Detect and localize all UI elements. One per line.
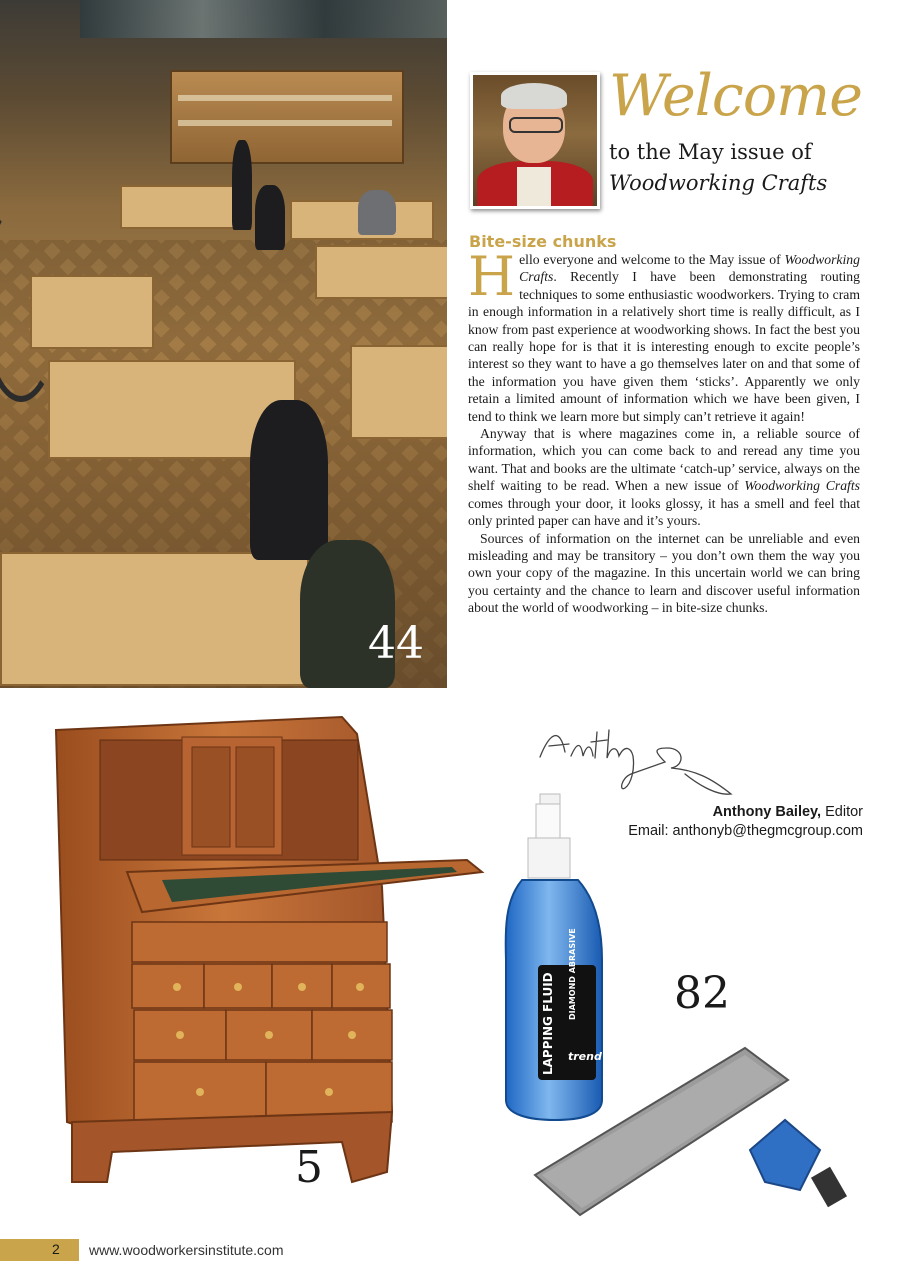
workbench [0,552,309,686]
page-reference-44: 44 [368,618,424,669]
footer-page-number: 2 [52,1241,60,1257]
woodworker [250,400,328,560]
paragraph-1-rest: . Recently I have been demonstrating routing techniques to some enthusiastic woodworkers. Trying to cram in enough information in a relatively short time is really difficult, as I know from past experience at woodworking shows. In fact the best you can really hope for is that it is interesting enough to excite people’s interest so they want to have a go themselves later on and that some of the information you have given them ‘sticks’. Apparently we only retain a limited amount of information which we have been given, I tend to think we learn more but simply can’t retrieve it again! [468,269,860,424]
magazine-title-inline: Woodworking Crafts [519,252,860,285]
shelf-row [178,95,392,101]
bottle-label-brand: trend [568,1050,602,1063]
footer-website-link[interactable]: www.woodworkersinstitute.com [89,1242,284,1258]
workbench [120,185,244,229]
portrait-glasses [509,117,563,133]
woodworker [358,190,396,235]
magazine-title-inline: Woodworking Crafts [744,478,860,494]
paragraph-2 [468,425,860,529]
footer-accent-bar [0,1239,79,1261]
diamond-stone-holder [750,1120,847,1207]
workbench [315,245,447,299]
shelf-row [178,120,392,126]
welcome-title: Welcome [609,63,862,129]
paragraph-1 [468,245,860,425]
bottle-label-lapping-fluid: LAPPING FLUID [541,972,555,1075]
editor-role: Editor [821,804,863,820]
editor-name-bold: Anthony Bailey, [712,804,822,820]
page-reference-5: 5 [295,1142,323,1193]
dropcap: H [468,245,516,308]
workshop-tool-shelf [170,70,404,164]
editor-portrait [470,72,600,209]
portrait-apron [517,167,551,209]
section-heading: Bite-size chunks [469,232,617,251]
workshop-windows [80,0,447,38]
paragraph-1-start: ello everyone and welcome to the May issue of [519,252,785,267]
editorial-body [468,245,860,617]
editor-email: Email: anthonyb@thegmcgroup.com [628,823,863,839]
woodworker [255,185,285,250]
woodworker [232,140,252,230]
paragraph-2-start: Anyway that is where magazines come in, a reliable source of information, which you can come back to and reread any time you want. That and books are the ultimate ‘catch-up’ service, always on the shelf waiting to be read. When a new issue of [468,426,860,494]
welcome-subtitle-magazine: Woodworking Crafts [609,171,828,195]
paragraph-2-rest: comes through your door, it looks glossy, it has a smell and feel that only printed paper can have and it’s yours. [468,495,860,529]
welcome-subtitle-line1: to the May issue of [609,140,812,164]
page-reference-82: 82 [674,968,730,1019]
bottle-label-diamond-abrasive: DIAMOND ABRASIVE [568,928,577,1020]
portrait-hair [501,83,567,109]
paragraph-3: Sources of information on the internet can be unreliable and even misleading and may be transitory – you don’t own them the way you own your copy of the magazine. In this uncertain world we can bring you certainty and the chance to learn and discover useful information about the world of woodworking – in bite-size chunks. [468,530,860,616]
workbench [350,345,447,439]
bureau-desk-photo [52,712,492,1212]
workshop-photo [0,0,447,688]
